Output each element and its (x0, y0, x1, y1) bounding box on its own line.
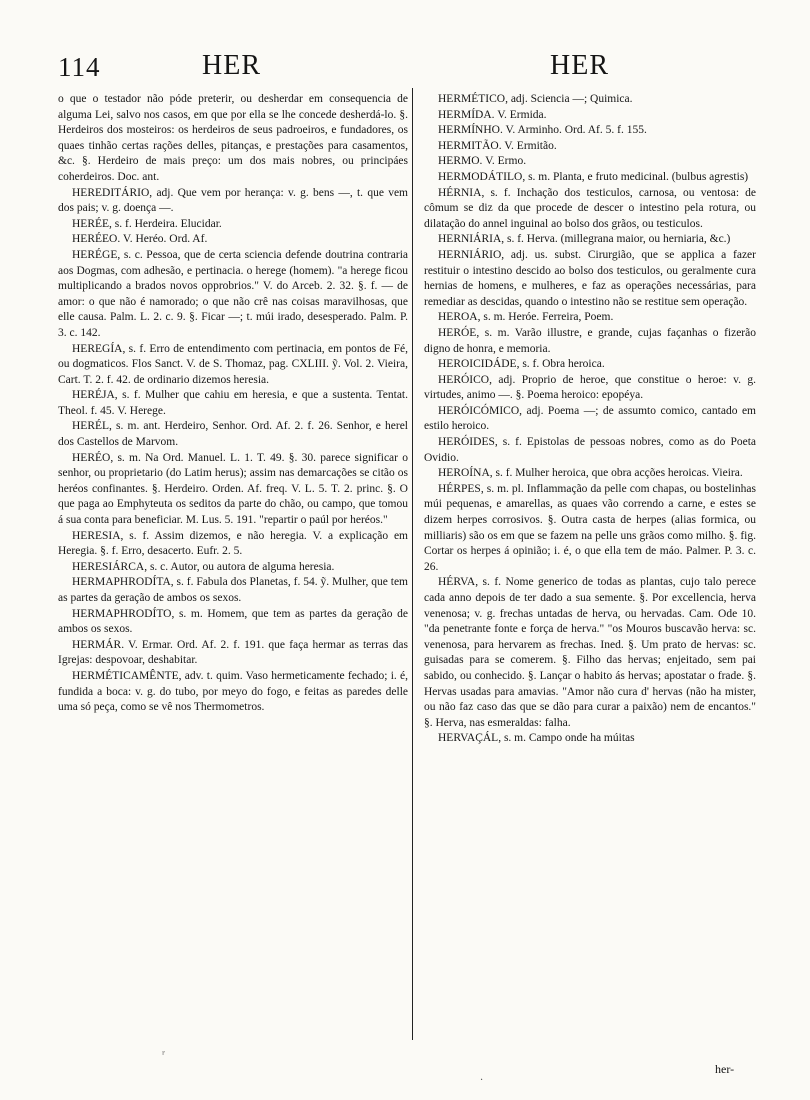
right-entry: HERNIÁRIA, s. f. Herva. (millegrana maior, ou herniaria, &c.) (438, 233, 731, 246)
right-entry: HEROICIDÁDE, s. f. Obra heroica. (438, 358, 605, 371)
left-running-head: HER (202, 50, 261, 81)
right-entry: HERÓICÓMICO, adj. Poema —; de assumto comico, cantado em estilo heroico. (424, 404, 756, 433)
right-entry: HERÓE, s. m. Varão illustre, e grande, cujas façanhas o fizerão digno de honra, e memoria. (424, 326, 756, 355)
left-entry: HEREGÍA, s. f. Erro de entendimento com pertinacia, em pontos de Fé, ou dogmaticos. Flos Sanct. V. de S. Thomaz, pag. CXLIII. ỹ. Vol. 2. Vieira, Cart. T. 2. f. 42. de ordinario dizemos heresia. (58, 342, 408, 386)
column-rule (412, 88, 413, 1040)
right-entry: HERNIÁRIO, adj. us. subst. Cirurgião, que se applica a fazer restituir o intestino descido ao bolso dos testiculos, ou geralmente cura hernias de homens, e mulheres, e faz as operações necessárias, para remediar as descidas, quando o intestino não se restitue sem operação. (424, 248, 756, 308)
right-entry: HERVAÇÁL, s. m. Campo onde ha múitas (438, 732, 635, 745)
stray-ink-mark: · (480, 1075, 484, 1086)
right-entry: HERMÍDA. V. Ermida. (438, 108, 547, 121)
page-number: 114 (58, 52, 101, 82)
left-entry: HERMÁR. V. Ermar. Ord. Af. 2. f. 191. que faça hermar as terras das Igrejas: despovoar, deshabitar. (58, 638, 408, 667)
left-entry: HERÉEO. V. Heréo. Ord. Af. (72, 233, 208, 246)
right-entry: HERMITÃO. V. Ermitão. (438, 139, 557, 152)
right-running-head: HER (550, 50, 609, 81)
right-entry: HÉRNIA, s. f. Inchação dos testiculos, carnosa, ou ventosa: de cômum se diz da que procede de descer o intestino pela rotura, ou dilatação do annel inguinal ao bolso dos grãos, ou testiculos. (424, 186, 756, 230)
left-column (58, 92, 408, 1082)
right-entry: HERMODÁTILO, s. m. Planta, e fruto medicinal. (bulbus agrestis) (438, 170, 749, 183)
right-entry: HERMO. V. Ermo. (438, 155, 527, 168)
right-entry: HÉRVA, s. f. Nome generico de todas as plantas, cujo talo perece cada anno depois de ter dado a sua semente. §. Por excellencia, herva venenosa; v. g. frechas untadas de herva, ou hervadas. Cam. Ode 10. "da penetrante fonte e força de herva." "os Mouros buscavão herva: sc. venenosa, para hervarem as frechas. Ined. §. Um prato de hervas: sc. guisadas para se comerem. §. Filho das hervas; enjeitado, sem pai sabido, ou conhecido. §. Lançar o habito ás hervas; apostatar o frade. §. Hervas usadas para amavias. "Amor não cura d' hervas (não ha mister, ou não faz caso das que se dão para curar a paixão) nem de encantos." §. Herva, nas esmeraldas: falha. (424, 576, 756, 729)
left-entry: HERESIÁRCA, s. c. Autor, ou autora de alguma heresia. (72, 560, 335, 573)
left-entry: HERMAPHRODÍTA, s. f. Fabula dos Planetas, f. 54. ỹ. Mulher, que tem as partes da geração de ambos os sexos. (58, 576, 408, 604)
left-entry: HERMÉTICAMÊNTE, adv. t. quim. Vaso hermeticamente fechado; i. é, fundida a boca: v. g. do tubo, por meyo do fogo, e feitas as paredes delle uma só peça, como se vê nos Thermometros. (58, 669, 408, 714)
left-entry: HERÉJA, s. f. Mulher que cahiu em heresia, e que a sustenta. Tentat. Theol. f. 45. V. Herege. (58, 389, 408, 417)
left-entry: o que o testador não póde preterir, ou desherdar em consequencia de alguma Lei, salvo nos casos, em que por ella se lhe concede desherdá-lo. §. Herdeiros dos mosteiros: os herdeiros de seus padroeiros, e fundadores, os quaes tinhão certas rações delles, pitanças, e prestações para casamentos, &c. §. Herdeiro de mais preço: um dos mais nobres, ou principáes coherdeiros. Doc. ant. (58, 93, 408, 183)
right-entry: HEROÍNA, s. f. Mulher heroica, que obra acções heroicas. Vieira. (438, 467, 743, 480)
left-entry: HERÉO, s. m. Na Ord. Manuel. L. 1. T. 49. §. 30. parece significar o senhor, ou proprietario (do Latim herus); assim nas demarcações se citão os heréos confinantes. §. Herdeiro. Orden. Af. freq. V. L. 5. T. 2. princ. §. O que paga ao Emphyteuta os seditos da parte do chão, ou campo, que tomou á sua conta para beneficiar. M. Lus. 5. 191. "repartir o paúl por heréos." (58, 451, 408, 527)
stray-ink-mark: ʳ (162, 1050, 166, 1061)
left-entry: HERÉGE, s. c. Pessoa, que de certa sciencia defende doutrina contraria aos Dogmas, com adhesão, e pertinacia. o herege (homem). "a herege ficou multiplicando a brados novos opprobrios." V. do Arceb. 2. 32. §. f. — de amor: o que não é namorado; o que não crê nas coisas maravilhosas, que elle causa. Palm. L. 2. c. 9. §. Ficar —; t. múi irado, desesperado. Palm. P. 3. c. 142. (58, 248, 408, 339)
left-entry: HERMAPHRODÍTO, s. m. Homem, que tem as partes da geração de ambos os sexos. (58, 607, 408, 636)
right-entry: HÉRPES, s. m. pl. Inflammação da pelle com chapas, ou bostelinhas múi pequenas, e amarellas, as quaes vão correndo a carne, e estes se dizem herpes corrosivos. §. Outra casta de herpes (alias formica, ou milliaris) são os em que se fazem na pelle uns grãos como milho. §. fig. Cortar os herpes á opinião; i. é, o que ella tem de máo. Palmer. P. 3. c. 26. (424, 482, 756, 573)
right-entry: HERÓIDES, s. f. Epistolas de pessoas nobres, como as do Poeta Ovidio. (424, 436, 756, 464)
right-column (424, 92, 756, 1082)
right-entry: HERÓICO, adj. Proprio de heroe, que constitue o heroe: v. g. virtudes, animo —. §. Poema heroico: epopéya. (424, 373, 756, 402)
right-entry: HERMÍNHO. V. Arminho. Ord. Af. 5. f. 155. (438, 124, 647, 137)
right-entry: HERMÉTICO, adj. Sciencia —; Quimica. (438, 93, 633, 105)
catchword: her- (715, 1062, 735, 1076)
left-entry: HEREDITÁRIO, adj. Que vem por herança: v. g. bens —, t. que vem dos pais; v. g. doença —. (58, 186, 408, 215)
left-entry: HERÉE, s. f. Herdeira. Elucidar. (72, 217, 222, 230)
right-entry: HEROA, s. m. Heróe. Ferreira, Poem. (438, 311, 614, 324)
left-entry: HERÉL, s. m. ant. Herdeiro, Senhor. Ord. Af. 2. f. 26. Senhor, e herel dos Castellos de Marvom. (58, 420, 408, 449)
left-entry: HERESIA, s. f. Assim dizemos, e não heregia. V. a explicação em Heregia. §. f. Erro, desacerto. Eufr. 2. 5. (58, 529, 408, 558)
